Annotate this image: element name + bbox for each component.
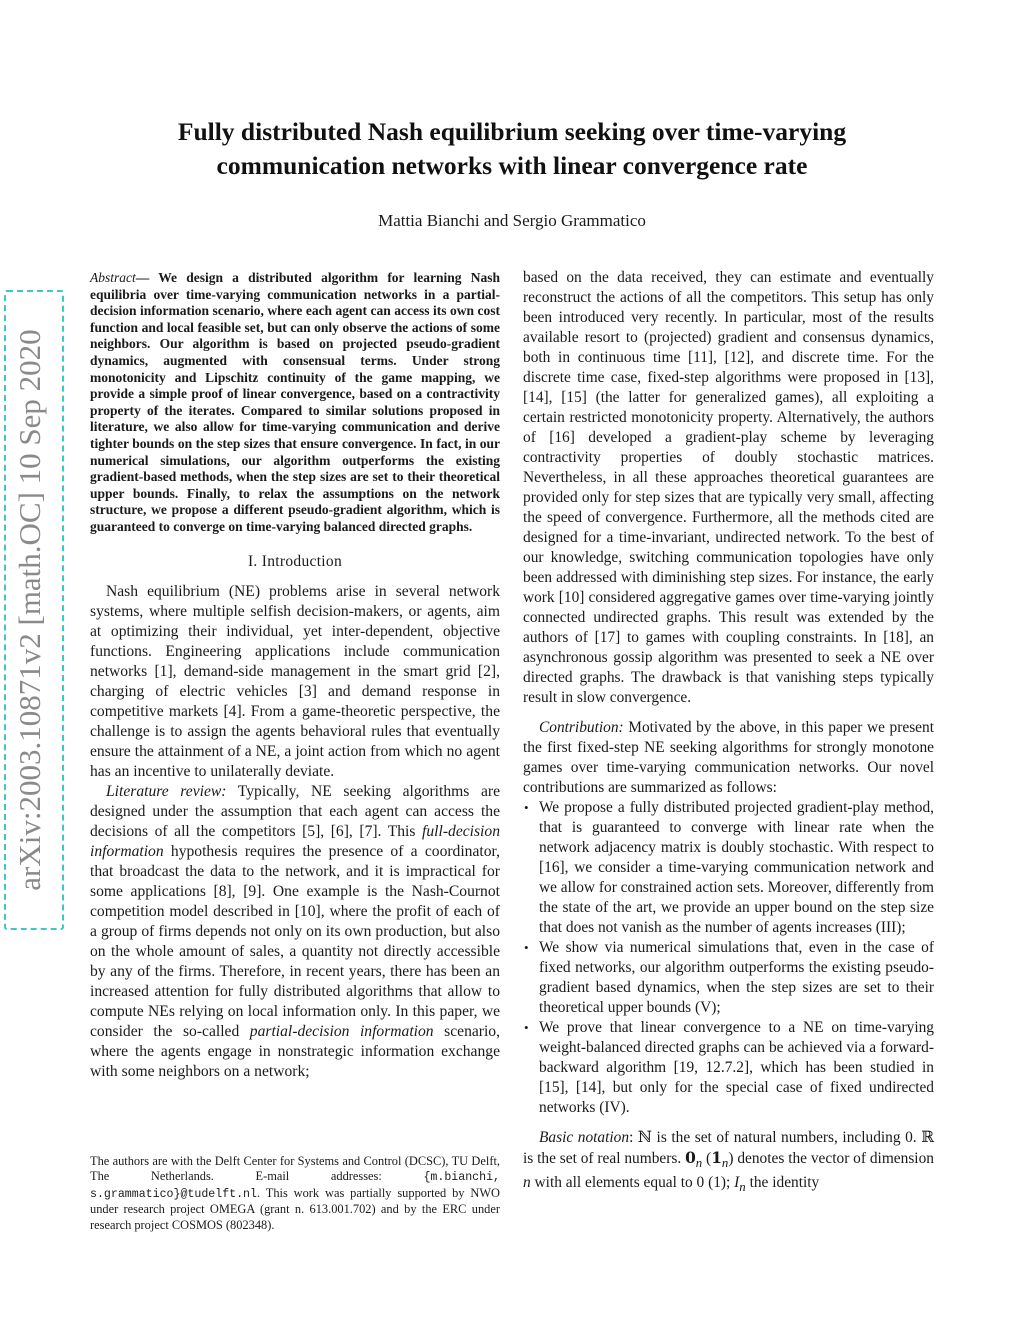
intro-paragraph: Nash equilibrium (NE) problems arise in several network systems, where multiple selfish decision-makers, or agents, aim at optimizing their individual, yet inter-dependent, objective functions. Engineering applications include communication networks [1], demand-side management in the smart grid [2], charging of electric vehicles [3] and demand response in competitive markets [4]. From a game-theoretic perspective, the challenge is to assign the agents behavioral rules that eventually ensure the attainment of a NE, a joint action from which no agent has an incentive to unilaterally deviate. — [90, 582, 500, 780]
notation-text: is the set of real numbers. — [523, 1150, 686, 1167]
naturals-symbol: ℕ — [637, 1129, 652, 1146]
literature-review-text: scenario, where the agents engage in nonstrategic information exchange with some neighbors on a network; — [90, 1022, 501, 1080]
left-column — [90, 270, 500, 1082]
reals-symbol: ℝ — [921, 1129, 935, 1146]
contribution-item: • We prove that linear convergence to a NE on time-varying weight-balanced directed graphs can be achieved via a forward-backward algorithm [19, 12.7.2], which has been studied in [15], [14], but only for the special case of fixed undirected networks (IV). — [539, 1018, 934, 1118]
literature-review-text: hypothesis requires the presence of a coordinator, that broadcast the data to the network, and it is impractical for some applications [8], [9]. One example is the Nash-Cournot competition model described in [10], where the profit of each of a group of firms depends not only on its own production, but also on the whole amount of sales, a quantity not directly accessible by any of the firms. Therefore, in recent years, there has been an increased attention for fully distributed algorithms that allow to compute NEs relying on local information only. In this paper, we consider the so-called — [90, 842, 500, 1040]
abstract — [90, 270, 500, 536]
contribution-label: Contribution: — [539, 719, 624, 736]
footnote — [90, 1154, 500, 1233]
contribution-paragraph — [523, 718, 934, 798]
notation-text: ( — [702, 1150, 712, 1167]
notation-paragraph — [523, 1128, 934, 1197]
literature-review-emphasis: partial-decision information — [249, 1022, 434, 1040]
right-column — [523, 268, 934, 1197]
notation-label: Basic notation — [539, 1129, 630, 1146]
contribution-list — [523, 798, 934, 1118]
subscript-n: n — [739, 1180, 746, 1195]
continued-paragraph: based on the data received, they can estimate and eventually reconstruct the actions of all the competitors. This setup has only been introduced very recently. In particular, most of the results available resort to (projected) gradient and consensus dynamics, both in continuous time [11], [12], and discrete time. For the discrete time case, fixed-step algorithms were proposed in [13], [14], [15] (the latter for generalized games), all exploiting a certain restricted monotonicity property. Alternatively, the authors of [16] developed a gradient-play scheme by leveraging contractivity properties of doubly stochastic matrices. Nevertheless, in all these approaches theoretical guarantees are provided only for step sizes that are typically very small, affecting the speed of convergence. Furthermore, all the methods cited are designed for a time-invariant, undirected network. To the best of our knowledge, switching communication topologies have only been addressed with diminishing step sizes. For instance, the early work [10] considered aggregative games over time-varying jointly connected undirected graphs. This result was extended by the authors of [17] to games with coupling constraints. In [18], an asynchronous gossip algorithm was presented to seek a NE over directed graphs. The drawback is that vanishing steps typically result in slow convergence. — [523, 269, 934, 706]
abstract-dash: — — [135, 270, 150, 285]
section-heading — [90, 553, 500, 571]
literature-review-paragraph — [90, 782, 500, 1082]
notation-text: denotes the vector of dimension — [733, 1150, 934, 1167]
literature-review-label: Literature review: — [106, 782, 227, 800]
contribution-text: Motivated by the above, in this paper we present the first fixed-step NE seeking algorithms for strongly monotone games over time-varying communication networks. Our novel contributions are summarized as follows: — [523, 719, 934, 796]
ones-vector-symbol: 1 — [711, 1149, 722, 1167]
footnote-text: . This work was partially supported by NWO under research project OMEGA (grant n. 613.001.702) and by the ERC under research project COSMOS (802348). — [90, 1185, 500, 1232]
section-number: I. — [247, 552, 258, 570]
abstract-label: Abstract — [90, 270, 136, 285]
section-title: Introduction — [261, 552, 343, 570]
arxiv-identifier: arXiv:2003.10871v2 [math.OC] 10 Sep 2020 — [12, 329, 47, 891]
notation-text: with all elements equal to 0 (1); — [530, 1174, 735, 1192]
literature-review-text: Typically, NE seeking algorithms are designed under the assumption that each agent can access the decisions of all the competitors [5], [6], [7]. This — [90, 782, 500, 840]
paper-title — [112, 115, 912, 183]
subscript-n: n — [721, 1156, 729, 1171]
email-addresses: {m.bianchi, s.grammatico}@tudelft.nl — [90, 1171, 500, 1201]
title-line-1: Fully distributed Nash equilibrium seeking over time-varying — [177, 117, 847, 146]
footnote-text: The authors are with the Delft Center for Systems and Control (DCSC), TU Delft, The Netherlands. E-mail addresses: — [90, 1154, 500, 1184]
contribution-item: • We propose a fully distributed projected gradient-play method, that is guaranteed to converge with linear rate when the network adjacency matrix is doubly stochastic. With respect to [16], we consider a time-varying communication network and we allow for constrained action sets. Moreover, differently from the state of the art, we provide an upper bound on the step size that does not vanish as the number of agents increases (III); — [539, 798, 934, 938]
notation-text: : — [629, 1129, 638, 1146]
authors: Mattia Bianchi and Sergio Grammatico — [378, 211, 646, 230]
variable-n: n — [523, 1174, 531, 1192]
notation-text: is the set of natural numbers, including 0. — [651, 1129, 922, 1146]
subscript-n: n — [695, 1156, 703, 1171]
literature-review-emphasis: full-decision information — [90, 822, 500, 860]
abstract-text: We design a distributed algorithm for learning Nash equilibria over time-varying communication networks in a partial-decision information scenario, where each agent can access its own cost function and local feasible set, but can only observe the actions of some neighbors. Our algorithm is based on projected pseudo-gradient dynamics, augmented with consensual terms. Under strong monotonicity and Lipschitz continuity of the game mapping, we provide a simple proof of linear convergence, based on a contractivity property of the iterates. Compared to similar solutions proposed in literature, we also allow for time-varying communication and derive tighter bounds on the step sizes that ensure convergence. In fact, in our numerical simulations, our algorithm outperforms the existing gradient-based methods, when the step sizes are set to their theoretical upper bounds. Finally, to relax the assumptions on the network structure, we propose a different pseudo-gradient algorithm, which is guaranteed to converge on time-varying balanced directed graphs. — [90, 270, 500, 534]
title-line-2: communication networks with linear convergence rate — [216, 151, 808, 180]
contribution-item: • We show via numerical simulations that, even in the case of fixed networks, our algorithm outperforms the existing pseudo-gradient based dynamics, when the step sizes are set to their theoretical upper bounds (V); — [539, 938, 934, 1018]
zero-vector-symbol: 0 — [685, 1149, 696, 1167]
notation-text: the identity — [745, 1174, 820, 1192]
notation-text: ) — [728, 1150, 734, 1167]
identity-symbol: I — [734, 1174, 740, 1192]
